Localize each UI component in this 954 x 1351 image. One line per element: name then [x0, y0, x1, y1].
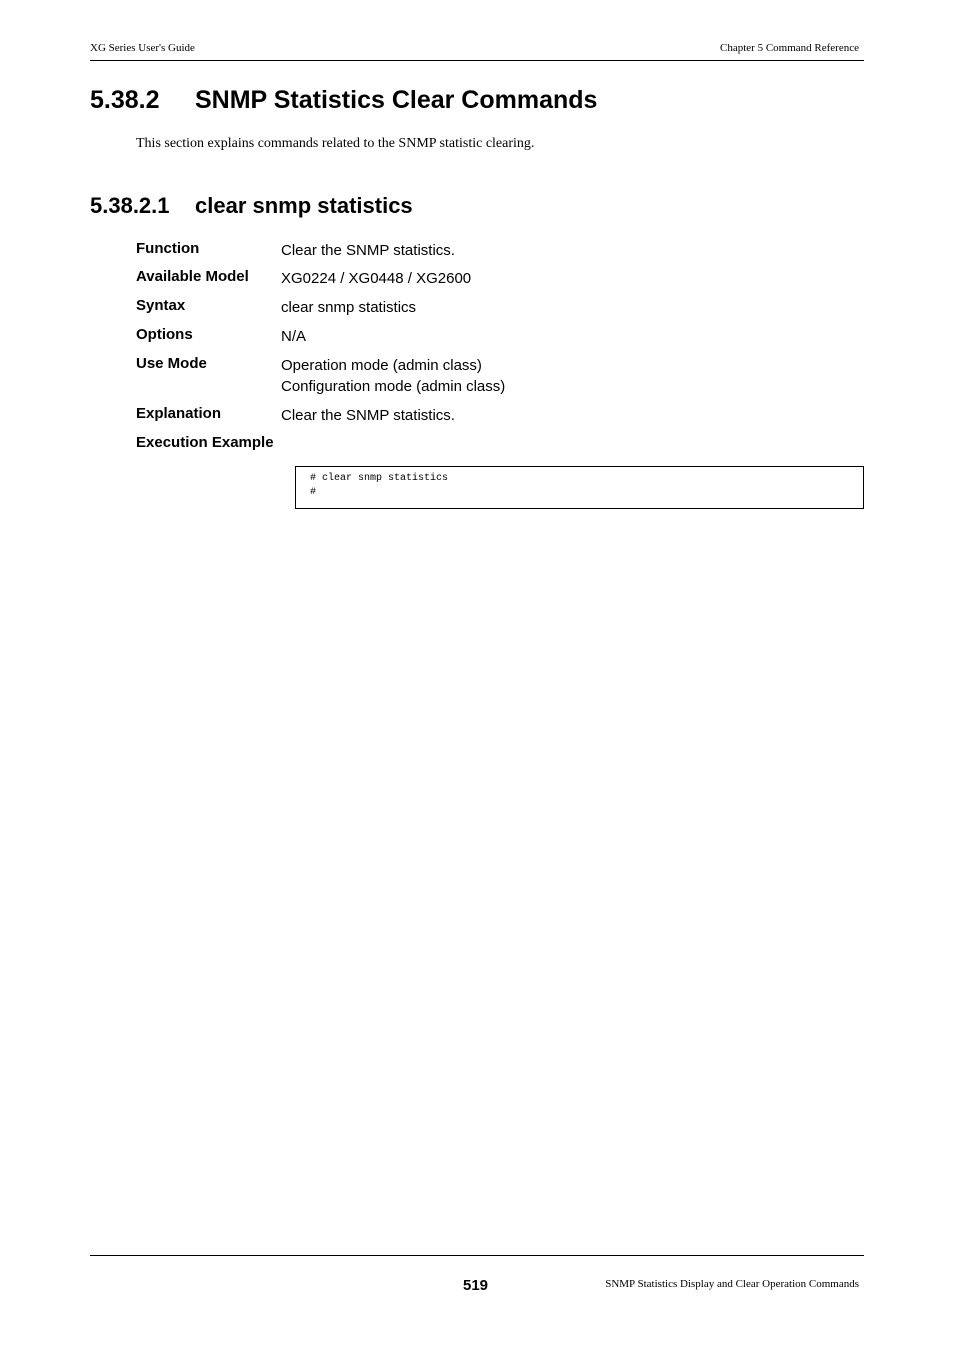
section-number: 5.38.2 [90, 86, 160, 114]
field-value: Clear the SNMP statistics. [281, 407, 455, 424]
code-example-box [295, 466, 864, 509]
section-heading [90, 86, 597, 115]
subsection-number: 5.38.2.1 [90, 193, 170, 218]
field-label: Use Mode [136, 355, 207, 372]
code-line: # [310, 487, 317, 498]
page-number: 519 [463, 1277, 489, 1294]
subsection-title: clear snmp statistics [195, 193, 413, 218]
field-label: Function [136, 240, 200, 257]
field-value: clear snmp statistics [281, 299, 417, 316]
section-intro: This section explains commands related to the SNMP statistic clearing. [136, 136, 535, 151]
field-label: Execution Example [136, 434, 274, 451]
footer-section-title: SNMP Statistics Display and Clear Operation Commands [605, 1278, 859, 1290]
field-label: Explanation [136, 405, 222, 422]
header-rule [90, 60, 864, 61]
field-label: Syntax [136, 297, 186, 314]
field-value: XG0224 / XG0448 / XG2600 [281, 270, 472, 287]
field-value-line1: Operation mode (admin class) [281, 357, 482, 374]
header-chapter-title: Chapter 5 Command Reference [720, 42, 859, 54]
field-value: Clear the SNMP statistics. [281, 242, 455, 259]
field-label: Available Model [136, 268, 249, 285]
header-doc-title: XG Series User's Guide [90, 42, 195, 54]
field-label: Options [136, 326, 193, 343]
subsection-heading [90, 193, 413, 219]
field-value: N/A [281, 328, 307, 345]
field-value-line2: Configuration mode (admin class) [281, 378, 506, 395]
footer-rule [90, 1255, 864, 1256]
section-title: SNMP Statistics Clear Commands [195, 86, 598, 114]
code-line: # clear snmp statistics [310, 473, 449, 484]
